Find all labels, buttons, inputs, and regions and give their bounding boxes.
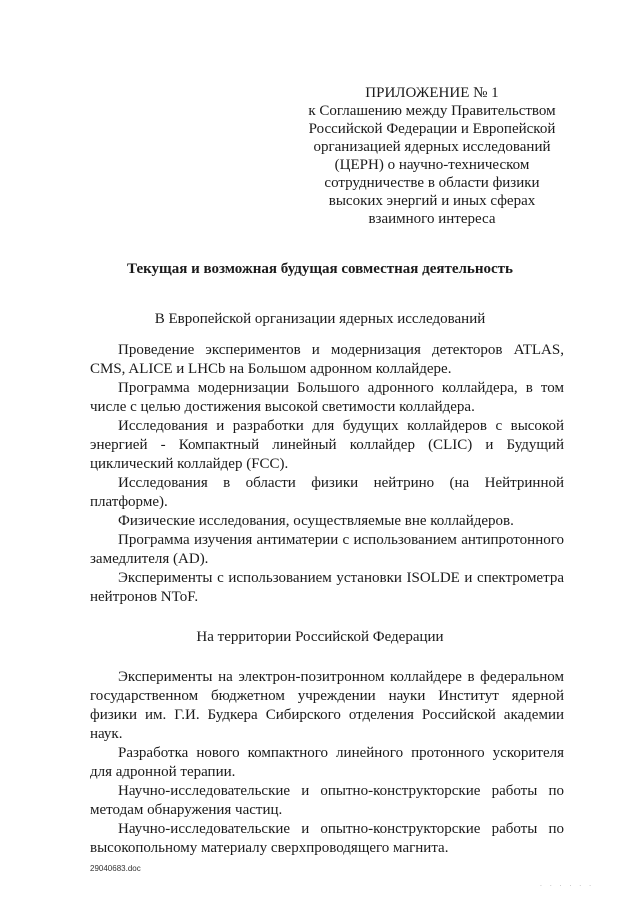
annex-line: сотрудничестве в области физики [324,175,540,191]
annex-line: высоких энергий и иных сферах [328,193,536,209]
paragraph: Физические исследования, осуществляемые вне коллайдеров. [118,513,514,529]
annex-header [282,84,582,228]
paragraph: Эксперименты с использованием установки ISOLDE и спектрометра нейтронов NToF. [90,570,564,605]
annex-line: к Соглашению между Правительством [308,103,556,119]
annex-heading: ПРИЛОЖЕНИЕ № 1 [365,85,499,101]
annex-line: (ЦЕРН) о научно-техническом [334,157,530,173]
paragraph: Программа изучения антиматерии с использованием антипротонного замедлителя (AD). [90,532,564,567]
annex-line: организацией ядерных исследований [313,139,551,155]
annex-line: взаимного интереса [368,211,496,227]
paragraph: Разработка нового компактного линейного протонного ускорителя для адронной терапии. [90,745,564,780]
scan-artifact: · · · · · · [540,883,594,890]
paragraph: Исследования в области физики нейтрино (на Нейтринной платформе). [90,475,564,510]
paragraph: Научно-исследовательские и опытно-конструкторские работы по высокопольному материалу сверхпроводящего магнита. [90,821,564,856]
paragraph: Проведение экспериментов и модернизация детекторов ATLAS, CMS, ALICE и LHCb на Большом адронном коллайдере. [90,342,564,377]
section-russia-body [90,668,564,858]
paragraph: Исследования и разработки для будущих коллайдеров с высокой энергией - Компактный линейный коллайдер (CLIC) и Будущий циклический коллайдер (FCC). [90,418,564,472]
section-cern-heading: В Европейской организации ядерных исследований [154,311,486,327]
paragraph: Научно-исследовательские и опытно-конструкторские работы по методам обнаружения частиц. [90,783,564,818]
annex-line: Российской Федерации и Европейской [308,121,556,137]
document-title: Текущая и возможная будущая совместная деятельность [127,261,513,277]
section-cern-body [90,341,564,607]
paragraph: Эксперименты на электрон-позитронном коллайдере в федеральном государственном бюджетном учреждении науки Институт ядерной физики им. Г.И. Будкера Сибирского отделения Российской академии наук. [90,669,564,742]
footer-filename: 29040683.doc [90,864,141,873]
section-russia-heading: На территории Российской Федерации [196,629,444,645]
paragraph: Программа модернизации Большого адронного коллайдера, в том числе с целью достижения высокой светимости коллайдера. [90,380,564,415]
